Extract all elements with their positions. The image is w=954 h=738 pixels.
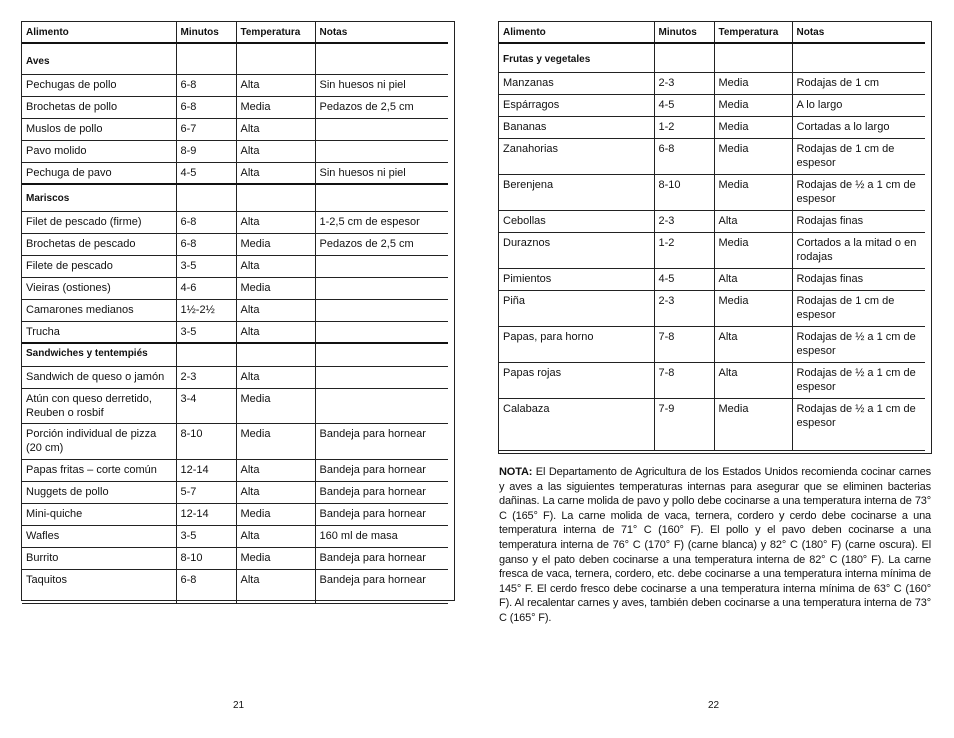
cook-minutes: 4-5 [654, 94, 714, 116]
cook-temperature: Media [236, 96, 315, 118]
table-row [22, 74, 448, 96]
cook-minutes: 12-14 [176, 460, 236, 482]
table-row [22, 96, 448, 118]
col-header-minutes: Minutos [654, 22, 714, 43]
empty-cell [654, 43, 714, 72]
table-row [499, 326, 925, 362]
cook-minutes: 2-3 [654, 210, 714, 232]
cook-minutes: 8-10 [654, 174, 714, 210]
empty-cell [315, 343, 448, 367]
table-row [22, 424, 448, 460]
table-row [499, 72, 925, 94]
section-title: Mariscos [22, 184, 176, 211]
cook-notes: Bandeja para hornear [315, 504, 448, 526]
cook-temperature: Alta [236, 255, 315, 277]
table-row [499, 362, 925, 398]
right-page [499, 22, 925, 451]
food-name: Cebollas [499, 210, 654, 232]
table-row [499, 138, 925, 174]
food-name: Pavo molido [22, 140, 176, 162]
col-header-minutes: Minutos [176, 22, 236, 43]
col-header-notes: Notas [315, 22, 448, 43]
food-name: Trucha [22, 321, 176, 343]
cook-notes: Pedazos de 2,5 cm [315, 233, 448, 255]
usda-note [499, 465, 931, 626]
food-name: Calabaza [499, 398, 654, 450]
table-row [22, 162, 448, 184]
cook-minutes: 6-8 [654, 138, 714, 174]
cook-notes: Rodajas de ½ a 1 cm de espesor [792, 398, 925, 450]
col-header-temperature: Temperatura [236, 22, 315, 43]
table-header-row [499, 22, 925, 43]
cook-temperature: Alta [236, 526, 315, 548]
cook-temperature: Media [236, 424, 315, 460]
cook-notes: Bandeja para hornear [315, 460, 448, 482]
empty-cell [315, 184, 448, 211]
cook-notes [315, 140, 448, 162]
food-name: Bananas [499, 116, 654, 138]
cook-minutes: 4-5 [654, 268, 714, 290]
table-row [499, 174, 925, 210]
table-header-row [22, 22, 448, 43]
table-row [22, 548, 448, 570]
cook-temperature: Media [714, 232, 792, 268]
table-row [22, 233, 448, 255]
cook-minutes: 6-7 [176, 118, 236, 140]
cook-minutes: 2-3 [176, 367, 236, 389]
cook-temperature: Alta [236, 321, 315, 343]
cook-minutes: 8-10 [176, 424, 236, 460]
cook-temperature: Alta [236, 482, 315, 504]
section-title: Sandwiches y tentempiés [22, 343, 176, 367]
food-name: Duraznos [499, 232, 654, 268]
table-row [22, 526, 448, 548]
cook-notes: Rodajas de 1 cm de espesor [792, 138, 925, 174]
food-name: Muslos de pollo [22, 118, 176, 140]
cook-temperature: Alta [236, 140, 315, 162]
cook-notes: Rodajas finas [792, 268, 925, 290]
food-name: Mini-quiche [22, 504, 176, 526]
food-name: Filet de pescado (firme) [22, 211, 176, 233]
cook-notes [315, 367, 448, 389]
cook-minutes: 1½-2½ [176, 299, 236, 321]
table-row [22, 255, 448, 277]
cook-minutes: 5-7 [176, 482, 236, 504]
table-row [499, 290, 925, 326]
empty-cell [236, 43, 315, 74]
note-label: NOTA: [499, 466, 533, 478]
cook-minutes: 6-8 [176, 211, 236, 233]
cook-temperature: Alta [714, 362, 792, 398]
section-row [22, 184, 448, 211]
section-title: Aves [22, 43, 176, 74]
cook-notes: Rodajas finas [792, 210, 925, 232]
col-header-notes: Notas [792, 22, 925, 43]
cook-minutes: 6-8 [176, 74, 236, 96]
cook-temperature: Media [714, 138, 792, 174]
cook-minutes: 3-4 [176, 389, 236, 424]
table-row [499, 94, 925, 116]
cook-minutes: 6-8 [176, 233, 236, 255]
food-name: Zanahorias [499, 138, 654, 174]
page-number-right: 22 [708, 700, 720, 711]
cook-temperature: Media [714, 174, 792, 210]
page-number-left: 21 [233, 700, 245, 711]
cook-minutes: 4-5 [176, 162, 236, 184]
cook-minutes: 7-8 [654, 362, 714, 398]
cook-temperature: Media [236, 548, 315, 570]
col-header-temperature: Temperatura [714, 22, 792, 43]
cook-notes: Sin huesos ni piel [315, 162, 448, 184]
cook-minutes: 3-5 [176, 255, 236, 277]
food-name: Atún con queso derretido, Reuben o rosbif [22, 389, 176, 424]
cook-temperature: Media [714, 398, 792, 450]
food-name: Filete de pescado [22, 255, 176, 277]
cook-temperature: Media [236, 389, 315, 424]
section-title: Frutas y vegetales [499, 43, 654, 72]
cook-notes [315, 389, 448, 424]
cook-minutes: 7-8 [654, 326, 714, 362]
food-name: Nuggets de pollo [22, 482, 176, 504]
food-name: Berenjena [499, 174, 654, 210]
cook-minutes: 2-3 [654, 290, 714, 326]
cook-temperature: Media [236, 504, 315, 526]
table-row [499, 268, 925, 290]
cook-minutes: 8-9 [176, 140, 236, 162]
cook-temperature: Media [714, 116, 792, 138]
cook-minutes: 1-2 [654, 116, 714, 138]
section-row [22, 343, 448, 367]
cook-minutes: 7-9 [654, 398, 714, 450]
food-name: Taquitos [22, 570, 176, 604]
cook-minutes: 6-8 [176, 570, 236, 604]
cook-temperature: Media [714, 290, 792, 326]
cook-notes: 1-2,5 cm de espesor [315, 211, 448, 233]
cook-minutes: 4-6 [176, 277, 236, 299]
cook-notes: Bandeja para hornear [315, 424, 448, 460]
cook-temperature: Alta [236, 460, 315, 482]
col-header-food: Alimento [22, 22, 176, 43]
cook-notes: A lo largo [792, 94, 925, 116]
cook-notes [315, 277, 448, 299]
cook-minutes: 8-10 [176, 548, 236, 570]
food-name: Pimientos [499, 268, 654, 290]
food-name: Manzanas [499, 72, 654, 94]
col-header-food: Alimento [499, 22, 654, 43]
food-name: Brochetas de pescado [22, 233, 176, 255]
food-name: Piña [499, 290, 654, 326]
table-row [22, 321, 448, 343]
table-row [22, 389, 448, 424]
table-row [22, 211, 448, 233]
food-name: Porción individual de pizza (20 cm) [22, 424, 176, 460]
cook-temperature: Alta [236, 211, 315, 233]
cook-minutes: 3-5 [176, 526, 236, 548]
food-name: Papas, para horno [499, 326, 654, 362]
food-name: Wafles [22, 526, 176, 548]
table-row [499, 232, 925, 268]
food-name: Sandwich de queso o jamón [22, 367, 176, 389]
cook-temperature: Alta [714, 210, 792, 232]
food-name: Brochetas de pollo [22, 96, 176, 118]
table-row [22, 460, 448, 482]
cook-minutes: 3-5 [176, 321, 236, 343]
table-row [499, 116, 925, 138]
cook-notes: Rodajas de 1 cm [792, 72, 925, 94]
cook-temperature: Alta [236, 118, 315, 140]
cook-minutes: 2-3 [654, 72, 714, 94]
table-row [499, 398, 925, 450]
table-row [22, 367, 448, 389]
empty-cell [176, 184, 236, 211]
cook-notes: Rodajas de ½ a 1 cm de espesor [792, 362, 925, 398]
empty-cell [236, 184, 315, 211]
food-name: Vieiras (ostiones) [22, 277, 176, 299]
cook-notes: Rodajas de ½ a 1 cm de espesor [792, 326, 925, 362]
cook-temperature: Alta [236, 570, 315, 604]
table-row [22, 482, 448, 504]
table-row [22, 140, 448, 162]
empty-cell [236, 343, 315, 367]
cook-notes [315, 321, 448, 343]
cook-notes: Bandeja para hornear [315, 548, 448, 570]
cook-temperature: Media [714, 94, 792, 116]
cook-temperature: Alta [236, 299, 315, 321]
cook-notes [315, 299, 448, 321]
cook-notes: Cortados a la mitad o en rodajas [792, 232, 925, 268]
table-row [22, 277, 448, 299]
cook-notes: Rodajas de ½ a 1 cm de espesor [792, 174, 925, 210]
cook-notes [315, 255, 448, 277]
section-row [499, 43, 925, 72]
empty-cell [714, 43, 792, 72]
cook-notes: Pedazos de 2,5 cm [315, 96, 448, 118]
left-page [22, 22, 448, 604]
food-name: Papas rojas [499, 362, 654, 398]
cook-temperature: Media [236, 233, 315, 255]
right-cooking-table [499, 22, 925, 451]
table-row [22, 118, 448, 140]
cook-notes: Rodajas de 1 cm de espesor [792, 290, 925, 326]
empty-cell [315, 43, 448, 74]
left-cooking-table [22, 22, 448, 604]
cook-minutes: 1-2 [654, 232, 714, 268]
table-row [22, 504, 448, 526]
cook-notes: 160 ml de masa [315, 526, 448, 548]
cook-notes: Cortadas a lo largo [792, 116, 925, 138]
food-name: Espárragos [499, 94, 654, 116]
cook-notes: Bandeja para hornear [315, 570, 448, 604]
table-row [22, 570, 448, 604]
cook-minutes: 12-14 [176, 504, 236, 526]
cook-notes: Sin huesos ni piel [315, 74, 448, 96]
food-name: Pechugas de pollo [22, 74, 176, 96]
cook-notes: Bandeja para hornear [315, 482, 448, 504]
table-row [499, 210, 925, 232]
food-name: Camarones medianos [22, 299, 176, 321]
cook-temperature: Alta [714, 326, 792, 362]
section-row [22, 43, 448, 74]
cook-notes [315, 118, 448, 140]
cook-minutes: 6-8 [176, 96, 236, 118]
note-text: El Departamento de Agricultura de los Estados Unidos recomienda cocinar carnes y aves a las siguientes temperaturas internas para asegurar que se eliminen bacterias dañinas. La carne molida de pavo y pollo debe cocinarse a una temperatura interna de 73° C (165° F). La carne molida de vaca, ternera, cordero y cerdo debe cocinarse a una temperatura interna de 71° C (160° F). El pollo y el pavo deben cocinarse a una temperatura interna de 76° C (170° F) (carne blanca) y 82° C (180° F) (carne oscura). El ganso y el pato deben cocinarse a una temperatura interna de 82° C (180° F). La carne fresca de vaca, ternera, cordero, etc. debe cocinarse a una temperatura interna mínima de 145° F. El cerdo fresco debe cocinarse a una temperatura interna mínima de 63° C (160° F). Al recalentar carnes y aves, también deben cocinarse a una temperatura interna de 73° C (165° F). [499, 466, 931, 624]
table-row [22, 299, 448, 321]
food-name: Burrito [22, 548, 176, 570]
cook-temperature: Alta [714, 268, 792, 290]
empty-cell [176, 343, 236, 367]
cook-temperature: Media [714, 72, 792, 94]
food-name: Papas fritas – corte común [22, 460, 176, 482]
food-name: Pechuga de pavo [22, 162, 176, 184]
cook-temperature: Alta [236, 162, 315, 184]
cook-temperature: Alta [236, 367, 315, 389]
cook-temperature: Media [236, 277, 315, 299]
empty-cell [176, 43, 236, 74]
cook-temperature: Alta [236, 74, 315, 96]
empty-cell [792, 43, 925, 72]
